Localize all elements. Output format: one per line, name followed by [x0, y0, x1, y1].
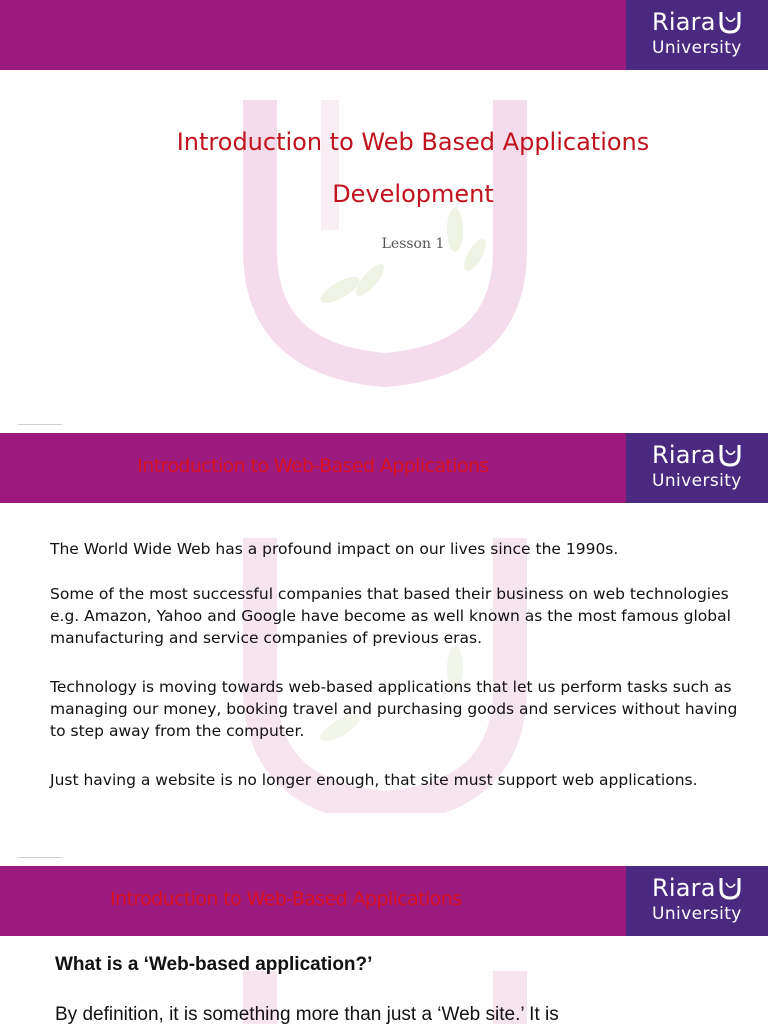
logo-name: Riara: [652, 874, 716, 902]
slide-subtitle: Lesson 1: [381, 236, 445, 252]
logo-crest-icon: [717, 9, 743, 35]
logo-name: Riara: [652, 441, 716, 469]
slide-2: [0, 433, 768, 813]
logo-crest-icon: [717, 875, 743, 901]
slide-3: [0, 866, 768, 1024]
slide-divider-mark: [18, 418, 62, 425]
slide-divider-mark: [18, 851, 62, 858]
slide-banner-title: Introduction to Web-Based Applications: [137, 455, 489, 477]
logo-subtitle: University: [652, 38, 742, 58]
university-crest-watermark: [220, 80, 550, 390]
riara-university-logo: [626, 0, 768, 70]
body-paragraph: By definition, it is something more than just a ‘Web site.’ It is: [55, 1004, 559, 1024]
logo-subtitle: University: [652, 904, 742, 924]
body-paragraph-2: Some of the most successful companies that based their business on web technologies e.g. Amazon, Yahoo and Google have become as well known as the most famous global manufacturing and service companies of previous eras.: [50, 585, 731, 647]
slide-title-line-1: Introduction to Web Based Applications: [176, 128, 650, 156]
header-banner: [0, 0, 626, 70]
body-paragraph-4: Just having a website is no longer enough, that site must support web applications.: [50, 771, 698, 789]
slide-banner-title: Introduction to Web-Based Applications: [110, 888, 462, 910]
body-paragraph-3: Technology is moving towards web-based applications that let us perform tasks such as managing our money, booking travel and purchasing goods and services without having to step away from the computer.: [50, 678, 738, 740]
riara-university-logo: [626, 433, 768, 503]
section-heading: What is a ‘Web-based application?’: [55, 954, 373, 975]
slide-1: [0, 0, 768, 412]
logo-crest-icon: [717, 442, 743, 468]
logo-name: Riara: [652, 8, 716, 36]
riara-university-logo: [626, 866, 768, 936]
body-paragraph-1: The World Wide Web has a profound impact on our lives since the 1990s.: [50, 540, 619, 558]
logo-subtitle: University: [652, 471, 742, 491]
slide-title-line-2: Development: [332, 180, 494, 208]
